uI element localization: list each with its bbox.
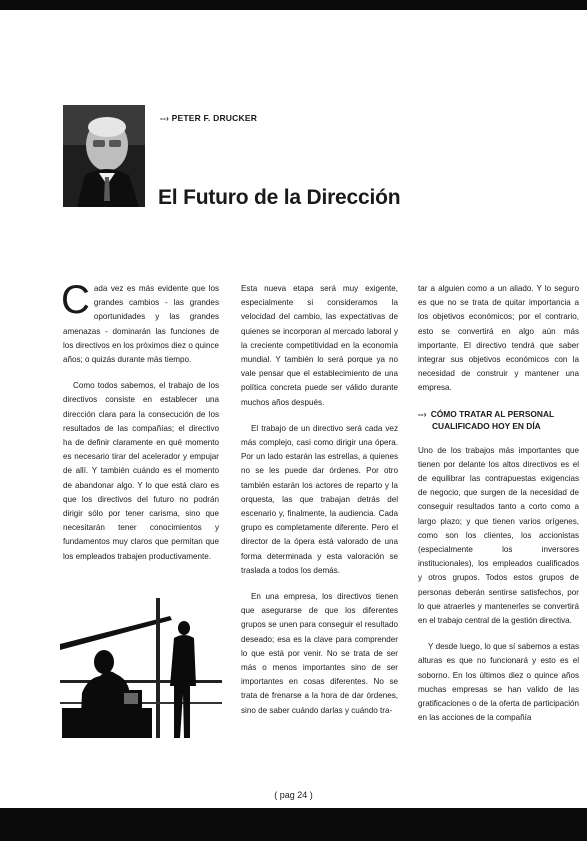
paragraph: Y desde luego, lo que sí sabemos a estas alturas es que no funcionará y esto es el soborno. En los últimos diez o quince años muchas empresas se han valido de las gratificaciones o de la oferta de participación en las acciones de la compañía bbox=[418, 642, 579, 723]
section-heading bbox=[418, 408, 579, 432]
paragraph: El trabajo de un directivo será cada vez más complejo, casi como dirigir una ópera. Por un lado estarán las estrellas, a quienes no se les puede dar órdenes. Por otro también estarán los actores de reparto y la orquesta, las que trabajan detrás del escenario y, finalmente, la audiencia. Cada grupo es completamente diferente. Pero el director de la ópera está valorado de una forma determinada y esta valoración se traslada a todos los demás. bbox=[241, 423, 398, 575]
arrow-icon: --› bbox=[160, 113, 170, 123]
drop-cap: C bbox=[61, 278, 90, 322]
paragraph: Uno de los trabajos más importantes que tienen por delante los altos directivos es el de equilibrar las contrapuestas exigencias de negocio, que surgen de la necesidad de conseguir resultados tanto a corto como a largo plazo; y que tienen varios orígenes, como son los clientes, los accionistas (especialmente los inversores institucionales), los empleados cualificados y otros grupos. Todos estos grupos de personas deberán sentirse satisfechos, por lo que atraerles y mantenerles se convertirá en el trabajo central de la gestión directiva. bbox=[418, 445, 579, 626]
paragraph: En una empresa, los directivos tienen que asegurarse de que los diferentes grupos se unen para conseguir el resultado deseado; esa es la clave para comprender lo que está por venir. No se trata de ser más o menos importantes sino de ser importantes en cosas diferentes. No se trata de frenarse a la hora de dar órdenes, sino de saber cuándo darlas y cuándo tra- bbox=[241, 592, 398, 715]
paragraph bbox=[61, 278, 219, 367]
section-heading-line-2: CUALIFICADO HOY EN DÍA bbox=[432, 420, 541, 431]
article-title: El Futuro de la Dirección bbox=[158, 186, 401, 209]
author-name: PETER F. DRUCKER bbox=[171, 113, 258, 123]
office-silhouette-photo-icon bbox=[60, 598, 222, 738]
section-heading-line-1: CÓMO TRATAR AL PERSONAL bbox=[430, 408, 555, 419]
arrow-icon: --› bbox=[418, 408, 427, 419]
paragraph-text: ada vez es más evidente que los grandes cambios - las grandes oportunidades y las grandes amenazas - dominarán las funciones de los directivos en los próximos diez o quince años; o quizás durante más tiempo. bbox=[63, 284, 219, 365]
text-column-1 bbox=[61, 278, 219, 576]
text-column-2 bbox=[241, 282, 398, 730]
paragraph: Como todos sabemos, el trabajo de los directivos consiste en establecer una dirección clara para la consecución de los resultados de las compañías; el directivo ha de definir claramente en qué momento es necesario tirar del acelerador y empujar de allí. Y también cuándo es el momento de abandonar algo. Y lo que está claro es que los directivos del futuro no podrán dirigir sólo por tener carisma, sino que necesitarán tener conocimientos y fundamentos muy claros que permitan que los empleados trabajen productivamente. bbox=[63, 381, 219, 561]
author-byline bbox=[160, 113, 257, 123]
scan-edge-bottom bbox=[0, 808, 587, 841]
text-column-3 bbox=[418, 282, 579, 737]
office-photo bbox=[60, 598, 222, 738]
author-portrait bbox=[63, 105, 145, 207]
paragraph: Esta nueva etapa será muy exigente, especialmente si consideramos la velocidad del cambio, las expectativas de quienes se incorporan al mercado laboral y la creciente competitividad en la economía mundial. Y también lo será porque ya no vale pensar que el establecimiento de una política concreta puede ser válido durante muchos años después. bbox=[241, 284, 398, 407]
portrait-image-icon bbox=[63, 105, 145, 207]
paragraph: tar a alguien como a un aliado. Y lo seguro es que no se trata de quitar importancia a los objetivos económicos; por el contrario, esto se convertirá en algo aún más importante. El directivo tendrá que saber integrar sus objetivos económicos con la necesidad de construir y mantener una empresa. bbox=[418, 284, 579, 393]
scan-edge-top bbox=[0, 0, 587, 10]
page-number: ( pag 24 ) bbox=[274, 790, 313, 800]
